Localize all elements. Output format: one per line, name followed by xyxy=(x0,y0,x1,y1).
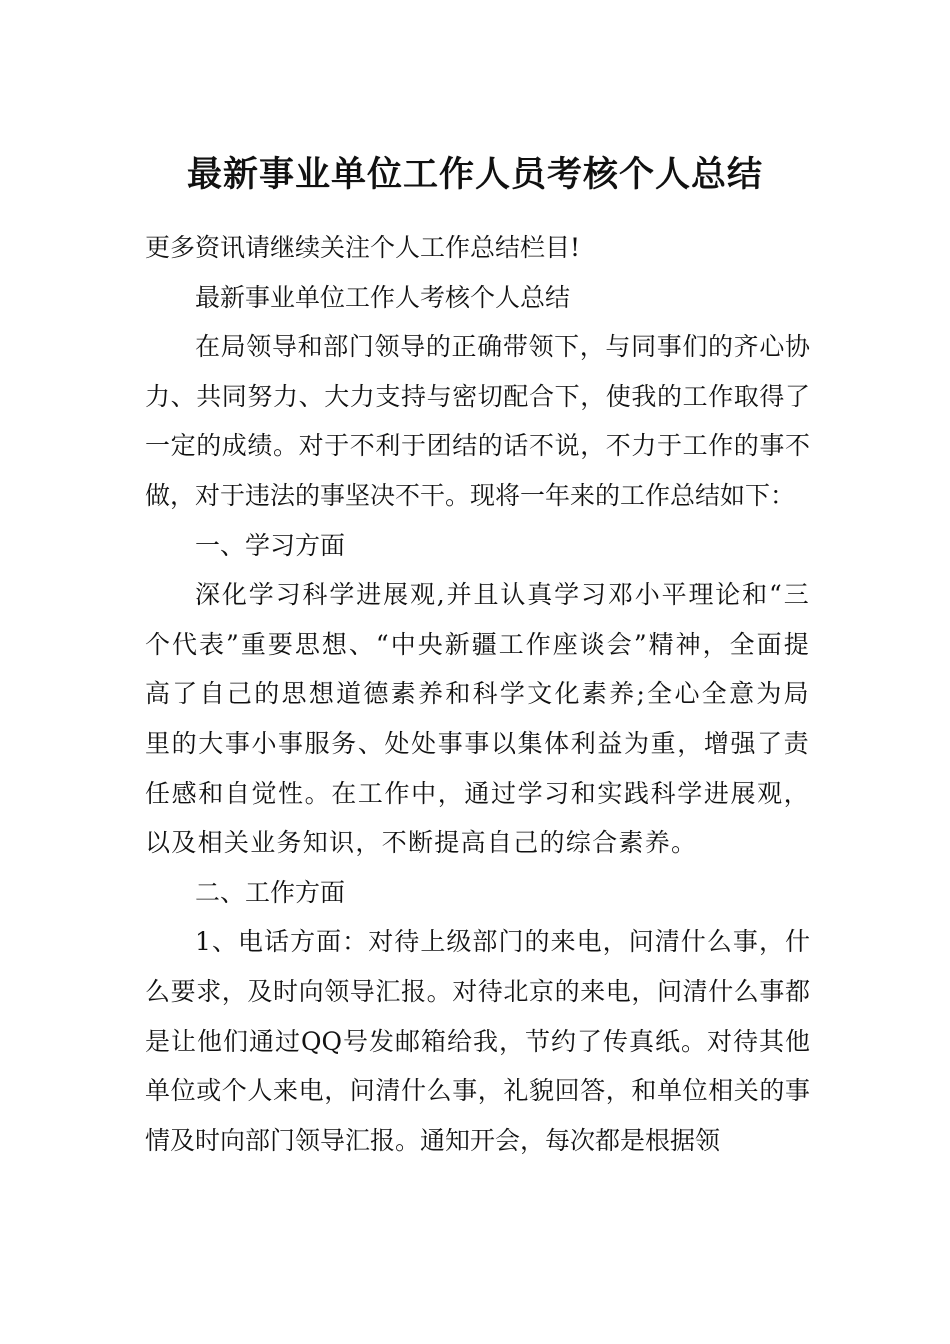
study-paragraph: 深化学习科学进展观,并且认真学习邓小平理论和“三个代表”重要思想、“中央新疆工作座谈会”精神，全面提高了自己的思想道德素养和科学文化素养;全心全意为局里的大事小事服务、处处事事以集体利益为重，增强了责任感和自觉性。在工作中，通过学习和实践科学进展观，以及相关业务知识，不断提高自己的综合素养。 xyxy=(145,580,810,858)
section-heading-study: 一、学习方面 xyxy=(195,530,346,560)
intro-line: 更多资讯请继续关注个人工作总结栏目! xyxy=(145,233,581,262)
opening-paragraph: 在局领导和部门领导的正确带领下，与同事们的齐心协力、共同努力、大力支持与密切配合下，使我的工作取得了一定的成绩。对于不利于团结的话不说，不力于工作的事不做，对于违法的事坚决不干。现将一年来的工作总结如下： xyxy=(145,332,810,510)
document-title: 最新事业单位工作人员考核个人总结 xyxy=(186,155,763,196)
work-phone-paragraph: 1、电话方面：对待上级部门的来电，问清什么事，什么要求，及时向领导汇报。对待北京的来电，问清什么事都是让他们通过QQ号发邮箱给我，节约了传真纸。对待其他单位或个人来电，问清什么事，礼貌回答，和单位相关的事情及时向部门领导汇报。通知开会，每次都是根据领 xyxy=(145,927,810,1155)
subtitle-paragraph: 最新事业单位工作人考核个人总结 xyxy=(195,282,571,312)
section-heading-work: 二、工作方面 xyxy=(195,877,346,907)
document-body xyxy=(145,223,810,1165)
